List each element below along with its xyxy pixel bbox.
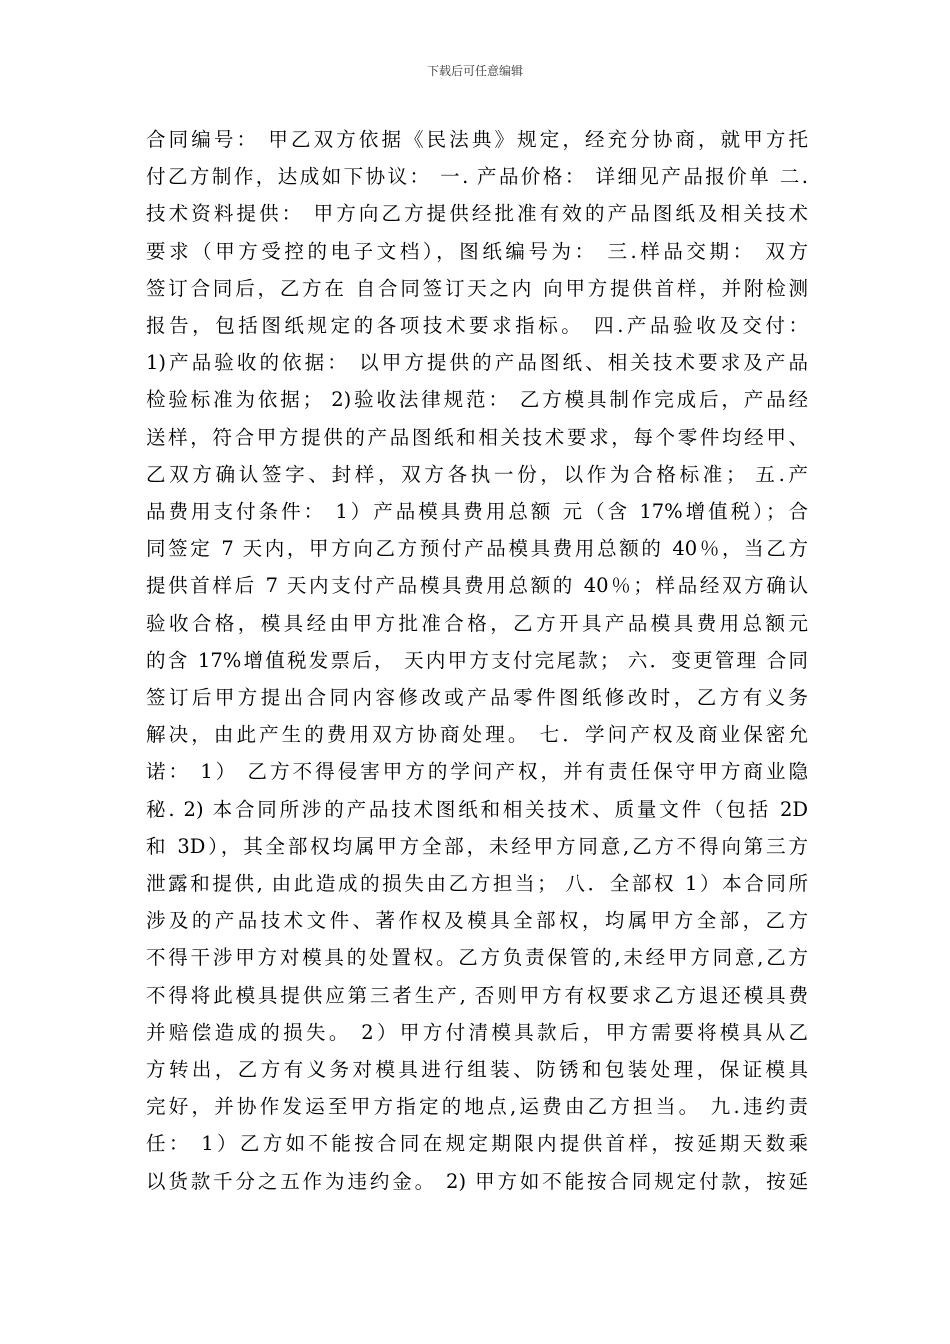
contract-text-line: 以货款千分之五作为违约金。 2) 甲方如不能按合同规定付款，按延 <box>146 1169 808 1193</box>
contract-text-line: 和 3D），其全部权均属甲方全部，未经甲方同意,乙方不得向第三方 <box>146 834 808 858</box>
contract-text-line: 诺： 1） 乙方不得侵害甲方的学问产权，并有责任保守甲方商业隐 <box>146 760 808 784</box>
contract-text-line: 不得干涉甲方对模具的处置权。乙方负责保管的,未经甲方同意,乙方 <box>146 946 808 970</box>
contract-text-line: 提供首样后 7 天内支付产品模具费用总额的 40％；样品经双方确认 <box>146 574 808 598</box>
contract-text-line: 签订合同后，乙方在 自合同签订天之内 向甲方提供首样，并附检测 <box>146 276 808 300</box>
contract-text-line: 要求（甲方受控的电子文档），图纸编号为： 三.样品交期： 双方 <box>146 239 808 263</box>
contract-text-line: 并赔偿造成的损失。 2）甲方付清模具款后，甲方需要将模具从乙 <box>146 1020 808 1044</box>
contract-text-line: 检验标准为依据； 2)验收法律规范： 乙方模具制作完成后，产品经 <box>146 388 808 412</box>
contract-text-line: 付乙方制作，达成如下协议： 一. 产品价格： 详细见产品报价单 二. <box>146 165 808 189</box>
contract-body <box>146 121 808 1200</box>
contract-text-line: 技术资料提供： 甲方向乙方提供经批准有效的产品图纸及相关技术 <box>146 202 808 226</box>
contract-text-line: 签订后甲方提出合同内容修改或产品零件图纸修改时，乙方有义务 <box>146 686 808 710</box>
contract-text-line: 报告，包括图纸规定的各项技术要求指标。 四.产品验收及交付： <box>146 314 808 338</box>
contract-text-line: 的含 17%增值税发票后， 天内甲方支付完尾款； 六．变更管理 合同 <box>146 648 808 672</box>
contract-text-line: 品费用支付条件： 1）产品模具费用总额 元（含 17%增值税）；合 <box>146 500 808 524</box>
contract-text-line: 任： 1）乙方如不能按合同在规定期限内提供首样，按延期天数乘 <box>146 1132 808 1156</box>
contract-text-line: 涉及的产品技术文件、著作权及模具全部权，均属甲方全部，乙方 <box>146 909 808 933</box>
contract-text-line: 同签定 7 天内，甲方向乙方预付产品模具费用总额的 40％，当乙方 <box>146 537 808 561</box>
contract-text-line: 不得将此模具提供应第三者生产, 否则甲方有权要求乙方退还模具费 <box>146 983 808 1007</box>
contract-text-line: 泄露和提供, 由此造成的损失由乙方担当； 八．全部权 1）本合同所 <box>146 872 808 896</box>
contract-text-line: 解决，由此产生的费用双方协商处理。 七．学问产权及商业保密允 <box>146 723 808 747</box>
contract-text-line: 乙双方确认签字、封样，双方各执一份，以作为合格标准； 五.产 <box>146 462 808 486</box>
contract-text-line: 秘. 2) 本合同所涉的产品技术图纸和相关技术、质量文件（包括 2D <box>146 797 808 821</box>
contract-text-line: 送样，符合甲方提供的产品图纸和相关技术要求，每个零件均经甲、 <box>146 425 808 449</box>
contract-text-line: 完好，并协作发运至甲方指定的地点,运费由乙方担当。 九.违约责 <box>146 1095 808 1119</box>
contract-text-line: 1)产品验收的依据： 以甲方提供的产品图纸、相关技术要求及产品 <box>146 351 808 375</box>
contract-text-line: 验收合格，模具经由甲方批准合格，乙方开具产品模具费用总额元 <box>146 611 808 635</box>
contract-text-line: 合同编号： 甲乙双方依据《民法典》规定，经充分协商，就甲方托 <box>146 128 808 151</box>
contract-text-line: 方转出，乙方有义务对模具进行组装、防锈和包装处理，保证模具 <box>146 1058 808 1082</box>
page-header: 下载后可任意编辑 <box>426 64 523 78</box>
